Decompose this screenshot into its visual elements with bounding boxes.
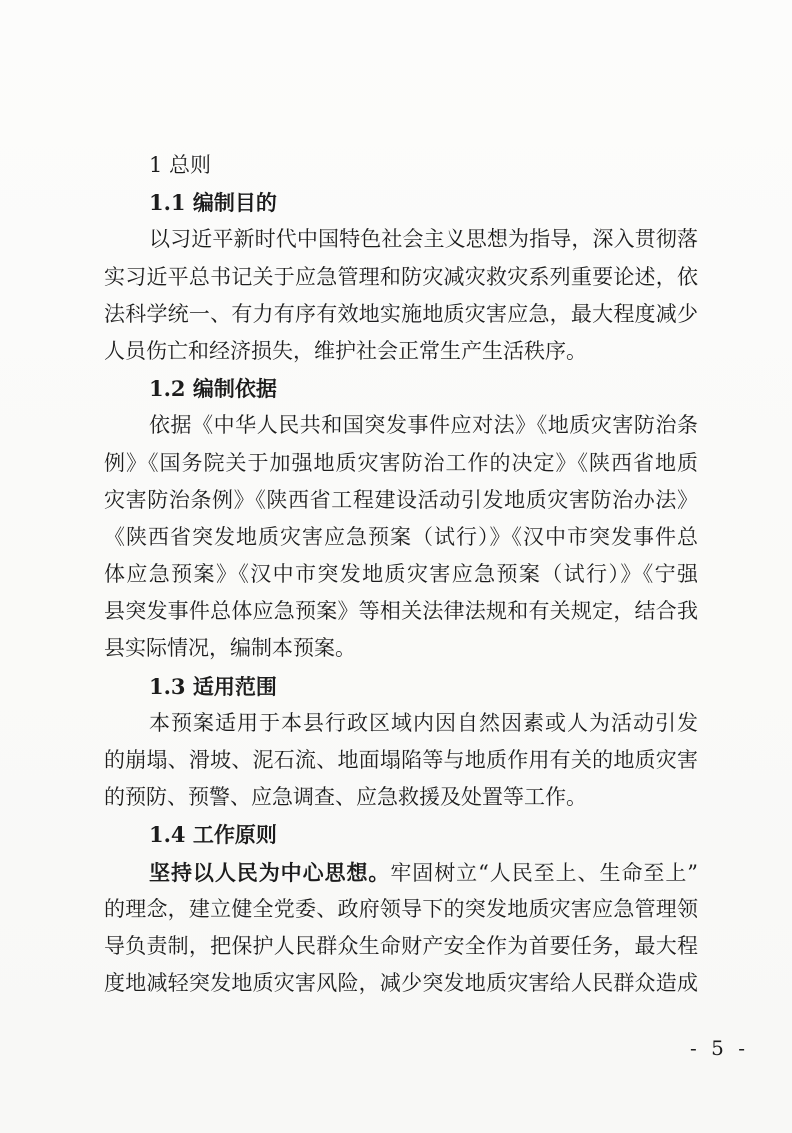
principle-lead: 坚持以人民为中心思想。	[149, 859, 391, 885]
paragraph-line: 度地减轻突发地质灾害风险，减少突发地质灾害给人民群众造成	[104, 971, 698, 996]
section-heading-1-1: 1.1 编制目的	[149, 190, 277, 216]
paragraph-line: 灾害防治条例》《陕西省工程建设活动引发地质灾害防治办法》	[104, 487, 698, 512]
section-heading-1-3: 1.3 适用范围	[149, 673, 277, 699]
paragraph-line	[104, 854, 698, 891]
paragraph-line: 人员伤亡和经济损失，维护社会正常生产生活秩序。	[104, 338, 587, 363]
paragraph-line: 例》《国务院关于加强地质灾害防治工作的决定》《陕西省地质	[104, 450, 698, 475]
paragraph-line: 导负责制，把保护人民群众生命财产安全作为首要任务，最大程	[104, 933, 698, 958]
paragraph-line: 的预防、预警、应急调查、应急救援及处置等工作。	[104, 785, 587, 810]
principle-text: 牢固树立“人民至上、生命至上”	[390, 860, 698, 885]
paragraph-line: 《陕西省突发地质灾害应急预案（试行）》《汉中市突发事件总	[104, 524, 698, 549]
paragraph-line: 实习近平总书记关于应急管理和防灾减灾救灾系列重要论述，依	[104, 264, 698, 289]
paragraph-line: 依据《中华人民共和国突发事件应对法》《地质灾害防治条	[149, 413, 698, 438]
paragraph-line: 的崩塌、滑坡、泥石流、地面塌陷等与地质作用有关的地质灾害	[104, 748, 698, 772]
section-heading-1-4: 1.4 工作原则	[149, 822, 277, 848]
paragraph-line: 法科学统一、有力有序有效地实施地质灾害应急，最大程度减少	[104, 301, 698, 326]
paragraph-line: 的理念，建立健全党委、政府领导下的突发地质灾害应急管理领	[104, 896, 698, 921]
paragraph-line: 以习近平新时代中国特色社会主义思想为指导，深入贯彻落	[149, 227, 698, 252]
section-heading-1-2: 1.2 编制依据	[149, 376, 277, 402]
chapter-heading: 1 总则	[149, 153, 212, 177]
document-body	[104, 147, 698, 1002]
page-number: - 5 -	[690, 1036, 749, 1060]
paragraph-line: 县实际情况，编制本预案。	[104, 636, 356, 661]
paragraph-line: 县突发事件总体应急预案》等相关法律法规和有关规定，结合我	[104, 599, 698, 624]
paragraph-line: 体应急预案》《汉中市突发地质灾害应急预案（试行）》《宁强	[104, 562, 698, 587]
paragraph-line: 本预案适用于本县行政区域内因自然因素或人为活动引发	[149, 710, 698, 735]
